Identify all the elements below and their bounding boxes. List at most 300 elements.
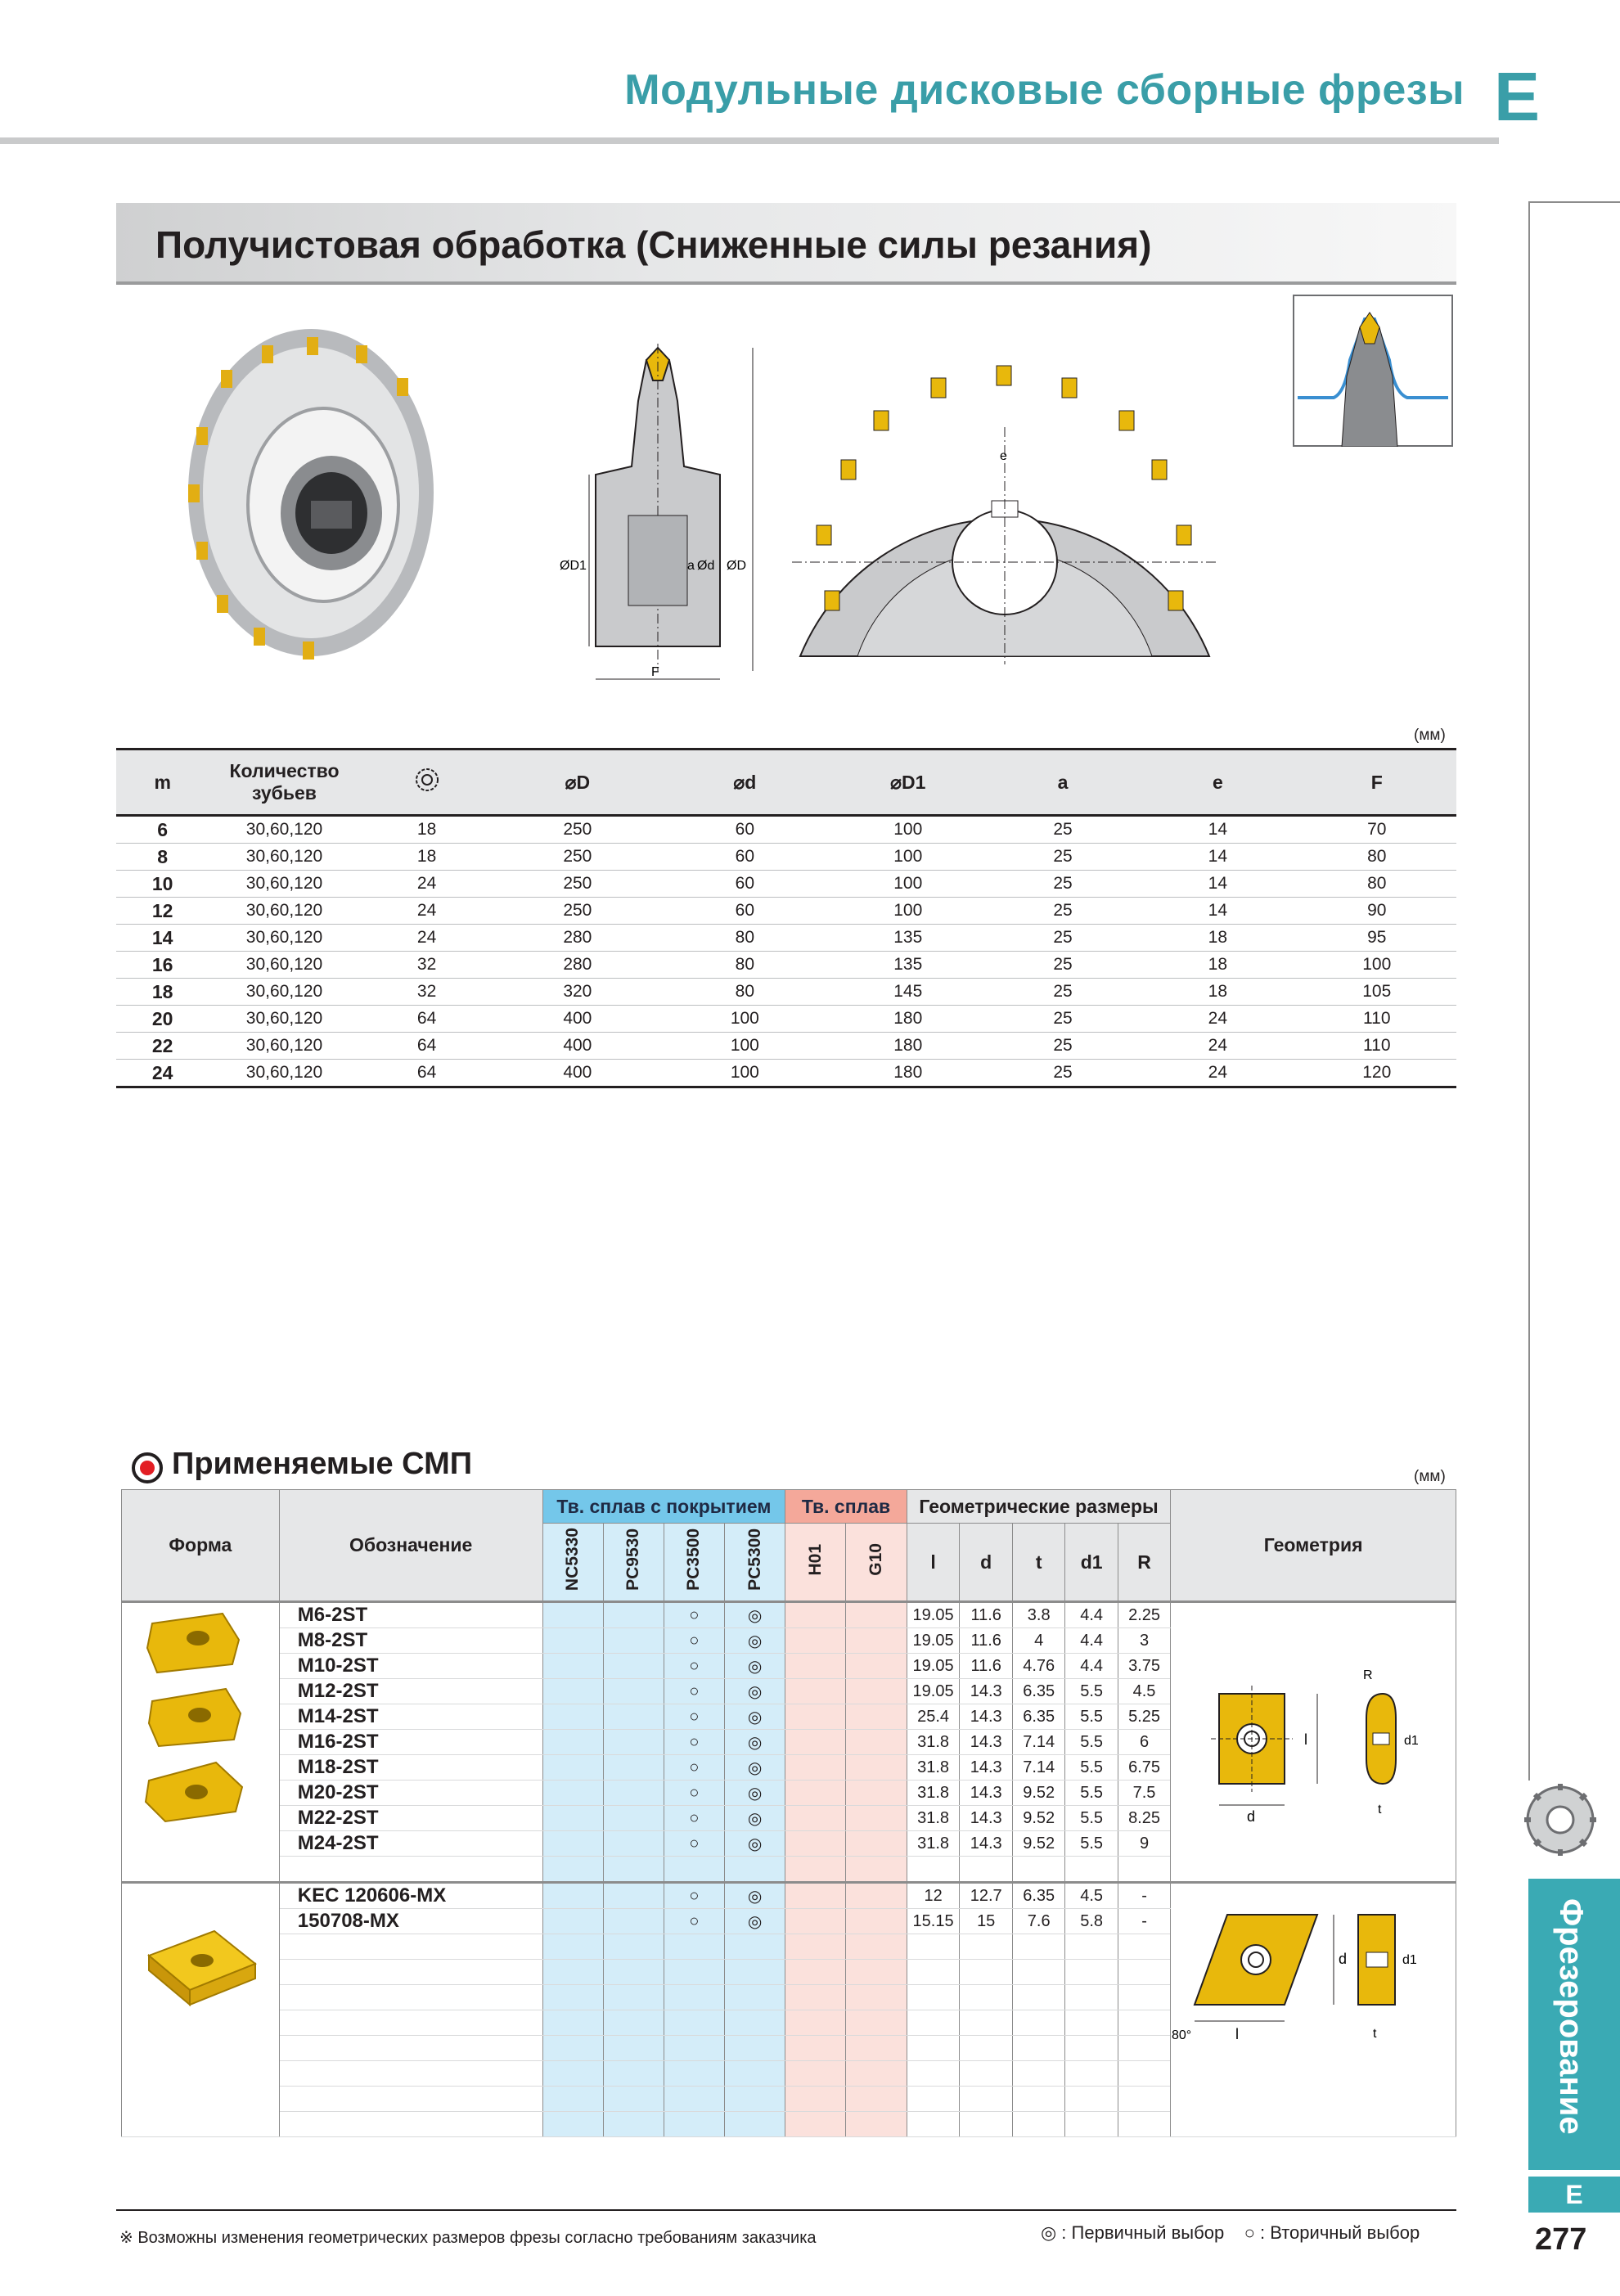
section-title: Получистовая обработка (Сниженные силы резания) bbox=[155, 223, 1152, 266]
cutter-spec-table bbox=[116, 748, 1456, 1088]
geom2-l: l bbox=[1235, 2026, 1239, 2042]
dim-cell-d1 bbox=[1065, 1960, 1118, 1985]
table-row bbox=[116, 844, 1456, 871]
grade-cell-pc5300 bbox=[725, 2087, 785, 2112]
cell-e: 18 bbox=[1138, 925, 1297, 952]
geom2-d1: d1 bbox=[1402, 1953, 1417, 1967]
cell-e: 18 bbox=[1138, 952, 1297, 979]
cell-d: 60 bbox=[661, 816, 828, 844]
cell-teeth: 30,60,120 bbox=[209, 898, 359, 925]
dim-cell-t: 7.14 bbox=[1012, 1755, 1065, 1781]
th-e: e bbox=[1138, 750, 1297, 816]
cell-F: 95 bbox=[1298, 925, 1456, 952]
cell-teeth: 30,60,120 bbox=[209, 952, 359, 979]
dim-cell-d: 14.3 bbox=[960, 1679, 1013, 1704]
dim-cell-d1 bbox=[1065, 1985, 1118, 2010]
grade-cell-pc9530 bbox=[603, 1755, 664, 1781]
designation-cell: 150708-MX bbox=[279, 1909, 542, 1934]
cell-F: 90 bbox=[1298, 898, 1456, 925]
geom-t: t bbox=[1378, 1803, 1382, 1817]
geom-d: d bbox=[1247, 1808, 1256, 1825]
geom-R: R bbox=[1363, 1668, 1373, 1682]
grade-cell-pc9530 bbox=[603, 2061, 664, 2087]
dim-cell-l: 31.8 bbox=[907, 1781, 960, 1806]
designation-cell bbox=[279, 1857, 542, 1883]
cell-z: 64 bbox=[360, 1006, 494, 1033]
cell-teeth: 30,60,120 bbox=[209, 844, 359, 871]
cell-z: 24 bbox=[360, 925, 494, 952]
grade-cell-nc5330 bbox=[542, 1857, 603, 1883]
grade-cell-pc5300 bbox=[725, 1985, 785, 2010]
grade-cell-pc5300: ◎ bbox=[725, 1831, 785, 1857]
grade-cell-pc3500 bbox=[664, 1857, 724, 1883]
cell-z: 32 bbox=[360, 979, 494, 1006]
cell-D1: 180 bbox=[829, 1006, 988, 1033]
dim-cell-t bbox=[1012, 2036, 1065, 2061]
designation-cell: M24-2ST bbox=[279, 1831, 542, 1857]
dim-cell-t: 7.6 bbox=[1012, 1909, 1065, 1934]
dim-cell-d bbox=[960, 2010, 1013, 2036]
grade-cell-g10 bbox=[846, 1806, 907, 1831]
grade-cell-pc5300: ◎ bbox=[725, 1704, 785, 1730]
dim-cell-l: 31.8 bbox=[907, 1730, 960, 1755]
dim-cell-t bbox=[1012, 2087, 1065, 2112]
grade-cell-pc5300: ◎ bbox=[725, 1755, 785, 1781]
dim-cell-d bbox=[960, 2061, 1013, 2087]
grade-cell-h01 bbox=[785, 2036, 846, 2061]
th-carbide: Тв. сплав bbox=[785, 1490, 907, 1524]
table-row bbox=[116, 979, 1456, 1006]
cell-D1: 135 bbox=[829, 952, 988, 979]
cutter-thumbnail-icon bbox=[1515, 1779, 1605, 1861]
dim-cell-R bbox=[1118, 1985, 1171, 2010]
grade-cell-pc9530 bbox=[603, 1781, 664, 1806]
detail-inset bbox=[1293, 295, 1453, 447]
designation-cell bbox=[279, 1960, 542, 1985]
dim-cell-d bbox=[960, 1934, 1013, 1960]
geometry-m-drawing bbox=[1211, 1661, 1456, 1825]
dim-cell-t: 9.52 bbox=[1012, 1831, 1065, 1857]
cell-m: 20 bbox=[116, 1006, 209, 1033]
dim-cell-d bbox=[960, 2112, 1013, 2137]
th-grade-pc5300: PC5300 bbox=[725, 1524, 785, 1602]
dim-cell-d bbox=[960, 2036, 1013, 2061]
grade-cell-nc5330 bbox=[542, 1654, 603, 1679]
grade-cell-nc5330 bbox=[542, 1602, 603, 1628]
cell-d: 80 bbox=[661, 979, 828, 1006]
insert-kec-photo bbox=[141, 1923, 263, 2013]
cell-teeth: 30,60,120 bbox=[209, 871, 359, 898]
grade-cell-pc5300: ◎ bbox=[725, 1883, 785, 1909]
grade-cell-pc3500 bbox=[664, 2112, 724, 2137]
grade-cell-pc3500: ○ bbox=[664, 1755, 724, 1781]
table-row bbox=[116, 1006, 1456, 1033]
dim-cell-l: 19.05 bbox=[907, 1628, 960, 1654]
insert-m-series-photo bbox=[141, 1607, 247, 1828]
grade-cell-g10 bbox=[846, 1602, 907, 1628]
cell-d: 100 bbox=[661, 1060, 828, 1087]
dim-cell-d: 15 bbox=[960, 1909, 1013, 1934]
grade-cell-pc5300: ◎ bbox=[725, 1679, 785, 1704]
grade-cell-pc3500 bbox=[664, 2010, 724, 2036]
grade-cell-pc3500: ○ bbox=[664, 1704, 724, 1730]
grade-cell-pc3500: ○ bbox=[664, 1730, 724, 1755]
designation-cell: KEC 120606-MX bbox=[279, 1883, 542, 1909]
dim-cell-R bbox=[1118, 1934, 1171, 1960]
geom-l: l bbox=[1304, 1731, 1307, 1748]
dim-cell-l: 12 bbox=[907, 1883, 960, 1909]
dim-cell-R: 3 bbox=[1118, 1628, 1171, 1654]
grade-cell-h01 bbox=[785, 1755, 846, 1781]
designation-cell bbox=[279, 2061, 542, 2087]
dim-cell-t bbox=[1012, 1934, 1065, 1960]
th-z bbox=[360, 750, 494, 816]
dim-cell-t: 9.52 bbox=[1012, 1781, 1065, 1806]
dim-cell-l bbox=[907, 1960, 960, 1985]
grade-cell-pc9530 bbox=[603, 1806, 664, 1831]
cell-z: 18 bbox=[360, 816, 494, 844]
dim-cell-d1 bbox=[1065, 2112, 1118, 2137]
cell-F: 120 bbox=[1298, 1060, 1456, 1087]
cell-F: 70 bbox=[1298, 816, 1456, 844]
grade-cell-pc5300: ◎ bbox=[725, 1730, 785, 1755]
grade-cell-nc5330 bbox=[542, 1831, 603, 1857]
dim-cell-d: 11.6 bbox=[960, 1654, 1013, 1679]
grade-cell-g10 bbox=[846, 1909, 907, 1934]
dim-cell-t: 7.14 bbox=[1012, 1730, 1065, 1755]
grade-cell-pc9530 bbox=[603, 2112, 664, 2137]
gear-count-icon bbox=[414, 767, 440, 793]
dim-cell-R: 9 bbox=[1118, 1831, 1171, 1857]
grade-cell-h01 bbox=[785, 1831, 846, 1857]
dim-cell-t: 9.52 bbox=[1012, 1806, 1065, 1831]
dim-cell-l bbox=[907, 2036, 960, 2061]
table-row bbox=[116, 898, 1456, 925]
th-grade-h01: H01 bbox=[785, 1524, 846, 1602]
grade-cell-pc3500: ○ bbox=[664, 1628, 724, 1654]
dim-cell-d: 14.3 bbox=[960, 1730, 1013, 1755]
cell-m: 18 bbox=[116, 979, 209, 1006]
grade-cell-nc5330 bbox=[542, 1628, 603, 1654]
grade-cell-h01 bbox=[785, 2087, 846, 2112]
grade-cell-g10 bbox=[846, 1857, 907, 1883]
grade-cell-nc5330 bbox=[542, 1985, 603, 2010]
grade-cell-pc5300 bbox=[725, 2112, 785, 2137]
grade-cell-g10 bbox=[846, 2087, 907, 2112]
table-row bbox=[116, 816, 1456, 844]
dim-cell-d: 12.7 bbox=[960, 1883, 1013, 1909]
cell-F: 100 bbox=[1298, 952, 1456, 979]
cell-teeth: 30,60,120 bbox=[209, 979, 359, 1006]
grade-cell-h01 bbox=[785, 1934, 846, 1960]
grade-cell-pc9530 bbox=[603, 1909, 664, 1934]
th-D1: ⌀D1 bbox=[829, 750, 988, 816]
cell-D: 400 bbox=[494, 1006, 661, 1033]
cell-a: 25 bbox=[988, 979, 1138, 1006]
th-D: ⌀D bbox=[494, 750, 661, 816]
grade-cell-pc5300 bbox=[725, 1960, 785, 1985]
grade-cell-pc3500: ○ bbox=[664, 1654, 724, 1679]
th-geom-dims: Геометрические размеры bbox=[907, 1490, 1171, 1524]
grade-cell-pc9530 bbox=[603, 1654, 664, 1679]
cell-a: 25 bbox=[988, 1006, 1138, 1033]
dim-cell-l: 19.05 bbox=[907, 1654, 960, 1679]
grade-cell-nc5330 bbox=[542, 1806, 603, 1831]
grade-cell-h01 bbox=[785, 1679, 846, 1704]
grade-cell-g10 bbox=[846, 2036, 907, 2061]
side-rule-top bbox=[1528, 201, 1620, 203]
dim-cell-d1: 5.5 bbox=[1065, 1704, 1118, 1730]
table-header-row bbox=[116, 750, 1456, 816]
designation-cell bbox=[279, 1985, 542, 2010]
grade-cell-nc5330 bbox=[542, 1781, 603, 1806]
cell-e: 14 bbox=[1138, 898, 1297, 925]
dim-cell-d1: 4.4 bbox=[1065, 1602, 1118, 1628]
dim-cell-l: 19.05 bbox=[907, 1602, 960, 1628]
dim-cell-d1 bbox=[1065, 2061, 1118, 2087]
dim-cell-t: 6.35 bbox=[1012, 1883, 1065, 1909]
cell-d: 60 bbox=[661, 871, 828, 898]
dim-cell-l: 25.4 bbox=[907, 1704, 960, 1730]
cell-z: 64 bbox=[360, 1060, 494, 1087]
designation-cell bbox=[279, 2087, 542, 2112]
dim-cell-R: 8.25 bbox=[1118, 1806, 1171, 1831]
th-grade-g10: G10 bbox=[846, 1524, 907, 1602]
grade-cell-nc5330 bbox=[542, 2036, 603, 2061]
cell-F: 80 bbox=[1298, 871, 1456, 898]
th-d: ⌀d bbox=[661, 750, 828, 816]
cell-F: 80 bbox=[1298, 844, 1456, 871]
dim-cell-t bbox=[1012, 1857, 1065, 1883]
designation-cell: M16-2ST bbox=[279, 1730, 542, 1755]
grade-cell-pc9530 bbox=[603, 1934, 664, 1960]
cell-e: 14 bbox=[1138, 871, 1297, 898]
geom-angle: 80° bbox=[1172, 2028, 1192, 2042]
cell-D: 280 bbox=[494, 952, 661, 979]
cell-teeth: 30,60,120 bbox=[209, 1033, 359, 1060]
grade-cell-h01 bbox=[785, 1857, 846, 1883]
grade-cell-h01 bbox=[785, 1730, 846, 1755]
designation-cell bbox=[279, 2112, 542, 2137]
cell-a: 25 bbox=[988, 816, 1138, 844]
cell-D1: 100 bbox=[829, 871, 988, 898]
dim-cell-d1: 5.5 bbox=[1065, 1831, 1118, 1857]
th-dim-t: t bbox=[1012, 1524, 1065, 1602]
cell-a: 25 bbox=[988, 871, 1138, 898]
cell-D: 320 bbox=[494, 979, 661, 1006]
grade-cell-pc9530 bbox=[603, 1679, 664, 1704]
dim-cell-d1: 4.4 bbox=[1065, 1654, 1118, 1679]
th-designation: Обозначение bbox=[279, 1490, 542, 1602]
grade-cell-pc3500: ○ bbox=[664, 1781, 724, 1806]
footer-legend bbox=[1041, 2222, 1420, 2244]
dim-cell-t bbox=[1012, 1960, 1065, 1985]
grade-cell-g10 bbox=[846, 1934, 907, 1960]
dim-cell-d bbox=[960, 1960, 1013, 1985]
grade-cell-pc3500: ○ bbox=[664, 1909, 724, 1934]
grade-cell-g10 bbox=[846, 1781, 907, 1806]
designation-cell bbox=[279, 2010, 542, 2036]
cell-z: 64 bbox=[360, 1033, 494, 1060]
th-F: F bbox=[1298, 750, 1456, 816]
target-icon bbox=[131, 1452, 164, 1484]
dim-cell-t bbox=[1012, 2061, 1065, 2087]
dim-cell-R: 7.5 bbox=[1118, 1781, 1171, 1806]
cell-e: 14 bbox=[1138, 816, 1297, 844]
geom-d1: d1 bbox=[1404, 1734, 1419, 1748]
th-m: m bbox=[116, 750, 209, 816]
footer-rule bbox=[116, 2209, 1456, 2211]
dim-cell-t bbox=[1012, 1985, 1065, 2010]
grade-cell-pc3500: ○ bbox=[664, 1883, 724, 1909]
cell-D: 400 bbox=[494, 1033, 661, 1060]
grade-cell-g10 bbox=[846, 1831, 907, 1857]
geom2-t: t bbox=[1373, 2027, 1377, 2041]
grade-cell-pc5300: ◎ bbox=[725, 1654, 785, 1679]
grade-cell-h01 bbox=[785, 1628, 846, 1654]
grade-cell-pc9530 bbox=[603, 1960, 664, 1985]
geometry-kec-drawing bbox=[1170, 1898, 1448, 2046]
table-row bbox=[116, 952, 1456, 979]
cell-teeth: 30,60,120 bbox=[209, 1060, 359, 1087]
cell-a: 25 bbox=[988, 898, 1138, 925]
dim-cell-t bbox=[1012, 2010, 1065, 2036]
dim-cell-d1: 5.5 bbox=[1065, 1679, 1118, 1704]
dim-cell-l bbox=[907, 1985, 960, 2010]
dim-cell-l: 19.05 bbox=[907, 1679, 960, 1704]
grade-cell-pc9530 bbox=[603, 1883, 664, 1909]
grade-cell-pc9530 bbox=[603, 1985, 664, 2010]
dim-cell-l bbox=[907, 1857, 960, 1883]
dim-cell-R: 6.75 bbox=[1118, 1755, 1171, 1781]
grade-cell-h01 bbox=[785, 2010, 846, 2036]
cell-m: 10 bbox=[116, 871, 209, 898]
dim-cell-l bbox=[907, 2010, 960, 2036]
cell-D: 250 bbox=[494, 816, 661, 844]
dim-cell-l: 31.8 bbox=[907, 1806, 960, 1831]
table1-unit: (мм) bbox=[1414, 727, 1446, 744]
dim-cell-t: 6.35 bbox=[1012, 1704, 1065, 1730]
cell-z: 24 bbox=[360, 898, 494, 925]
cell-a: 25 bbox=[988, 925, 1138, 952]
grade-cell-pc5300 bbox=[725, 2010, 785, 2036]
grade-cell-pc3500 bbox=[664, 1934, 724, 1960]
grade-cell-pc9530 bbox=[603, 2036, 664, 2061]
cell-teeth: 30,60,120 bbox=[209, 1006, 359, 1033]
cutter-front-drawing bbox=[792, 345, 1217, 664]
legend-primary: ◎ : Первичный выбор bbox=[1041, 2222, 1225, 2243]
dim-cell-l: 31.8 bbox=[907, 1831, 960, 1857]
side-letter: E bbox=[1528, 2177, 1620, 2213]
th-dim-R: R bbox=[1118, 1524, 1171, 1602]
cell-D1: 135 bbox=[829, 925, 988, 952]
dim-cell-R bbox=[1118, 1960, 1171, 1985]
grade-cell-pc9530 bbox=[603, 2087, 664, 2112]
grade-cell-pc9530 bbox=[603, 1628, 664, 1654]
dim-cell-d1: 4.4 bbox=[1065, 1628, 1118, 1654]
inserts-unit: (мм) bbox=[1414, 1468, 1446, 1485]
table-row bbox=[116, 871, 1456, 898]
grade-cell-pc9530 bbox=[603, 1857, 664, 1883]
grade-cell-pc5300: ◎ bbox=[725, 1602, 785, 1628]
cell-m: 6 bbox=[116, 816, 209, 844]
grade-cell-h01 bbox=[785, 1909, 846, 1934]
dim-cell-d1 bbox=[1065, 2036, 1118, 2061]
cell-D: 250 bbox=[494, 844, 661, 871]
dim-cell-R: 6 bbox=[1118, 1730, 1171, 1755]
dim-cell-d bbox=[960, 2087, 1013, 2112]
label-d: Ød bbox=[697, 559, 715, 573]
grade-cell-nc5330 bbox=[542, 2010, 603, 2036]
designation-cell: M22-2ST bbox=[279, 1806, 542, 1831]
th-grade-pc3500: PC3500 bbox=[664, 1524, 724, 1602]
grade-cell-nc5330 bbox=[542, 1883, 603, 1909]
dim-cell-d1: 5.5 bbox=[1065, 1755, 1118, 1781]
dim-cell-R: 4.5 bbox=[1118, 1679, 1171, 1704]
cutter-photo bbox=[172, 321, 450, 664]
side-tab-label: Фрезерование bbox=[1553, 1898, 1589, 2135]
th-dim-d1: d1 bbox=[1065, 1524, 1118, 1602]
dim-cell-t bbox=[1012, 2112, 1065, 2137]
grade-cell-g10 bbox=[846, 2061, 907, 2087]
header-rule bbox=[0, 137, 1499, 144]
dim-cell-d1: 5.5 bbox=[1065, 1781, 1118, 1806]
grade-cell-pc3500 bbox=[664, 2061, 724, 2087]
designation-cell bbox=[279, 1934, 542, 1960]
grade-cell-h01 bbox=[785, 1960, 846, 1985]
dim-cell-l bbox=[907, 1934, 960, 1960]
cell-D1: 180 bbox=[829, 1060, 988, 1087]
cell-d: 100 bbox=[661, 1006, 828, 1033]
designation-cell: M20-2ST bbox=[279, 1781, 542, 1806]
cell-D1: 100 bbox=[829, 898, 988, 925]
grade-cell-h01 bbox=[785, 1806, 846, 1831]
grade-cell-h01 bbox=[785, 1654, 846, 1679]
dim-cell-d1 bbox=[1065, 2010, 1118, 2036]
grade-cell-h01 bbox=[785, 1602, 846, 1628]
designation-cell bbox=[279, 2036, 542, 2061]
grade-cell-h01 bbox=[785, 2112, 846, 2137]
dim-cell-R: 3.75 bbox=[1118, 1654, 1171, 1679]
designation-cell: M12-2ST bbox=[279, 1679, 542, 1704]
dim-cell-d: 14.3 bbox=[960, 1806, 1013, 1831]
cutter-profile-drawing bbox=[556, 344, 777, 687]
grade-cell-pc3500 bbox=[664, 1985, 724, 2010]
cell-m: 22 bbox=[116, 1033, 209, 1060]
dim-cell-d: 14.3 bbox=[960, 1831, 1013, 1857]
grade-cell-pc3500: ○ bbox=[664, 1679, 724, 1704]
dim-cell-l bbox=[907, 2061, 960, 2087]
grade-cell-pc5300: ◎ bbox=[725, 1909, 785, 1934]
grade-cell-pc3500: ○ bbox=[664, 1806, 724, 1831]
cell-a: 25 bbox=[988, 1060, 1138, 1087]
dim-cell-R bbox=[1118, 1857, 1171, 1883]
page-number: 277 bbox=[1535, 2222, 1587, 2257]
grade-cell-pc9530 bbox=[603, 1602, 664, 1628]
dim-cell-t: 4.76 bbox=[1012, 1654, 1065, 1679]
cell-e: 24 bbox=[1138, 1060, 1297, 1087]
grade-cell-h01 bbox=[785, 1781, 846, 1806]
cell-m: 14 bbox=[116, 925, 209, 952]
dim-cell-d1: 5.5 bbox=[1065, 1730, 1118, 1755]
dim-cell-d: 14.3 bbox=[960, 1781, 1013, 1806]
cell-teeth: 30,60,120 bbox=[209, 816, 359, 844]
dim-cell-l: 31.8 bbox=[907, 1755, 960, 1781]
cell-z: 32 bbox=[360, 952, 494, 979]
cell-e: 24 bbox=[1138, 1033, 1297, 1060]
grade-cell-g10 bbox=[846, 1883, 907, 1909]
dim-cell-t: 4 bbox=[1012, 1628, 1065, 1654]
